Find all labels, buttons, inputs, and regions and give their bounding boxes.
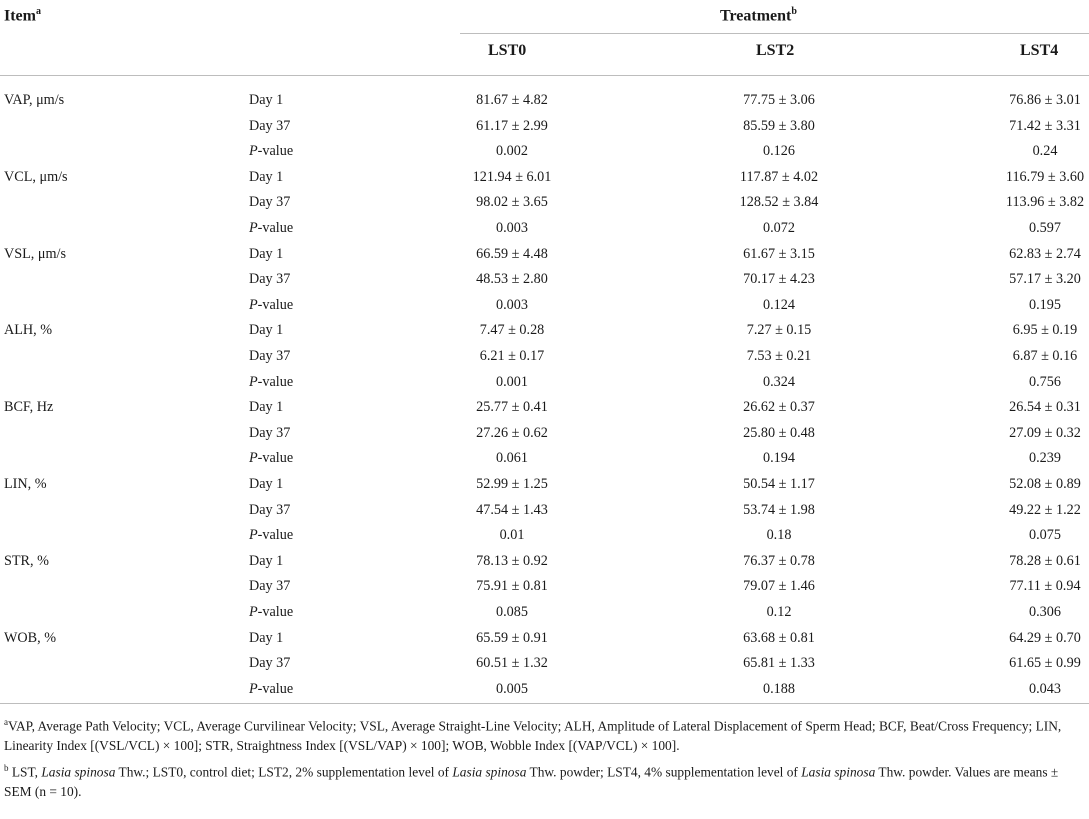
row-item-label: WOB, % bbox=[4, 629, 57, 646]
treatment-header-label: Treatment bbox=[720, 7, 792, 25]
row-timepoint bbox=[249, 677, 293, 703]
cell-value-lst0: 121.94 ± 6.01 bbox=[472, 168, 552, 185]
cell-value-lst0: 0.001 bbox=[496, 373, 528, 390]
table-row bbox=[0, 114, 1089, 140]
cell-value-lst0: 0.085 bbox=[496, 604, 528, 620]
cell-value-lst0: 0.003 bbox=[496, 220, 528, 236]
row-item-label: BCF, Hz bbox=[4, 399, 54, 416]
cell-value-lst0: 61.17 ± 2.99 bbox=[476, 117, 548, 134]
table-row bbox=[0, 344, 1089, 370]
table-row bbox=[0, 88, 1089, 114]
table-row bbox=[0, 318, 1089, 344]
cell-value-lst2: 25.80 ± 0.48 bbox=[743, 424, 815, 441]
cell-value-lst2: 26.62 ± 0.37 bbox=[743, 399, 815, 416]
cell-value-lst0: 0.005 bbox=[496, 680, 528, 697]
row-timepoint: Day 37 bbox=[249, 117, 291, 134]
cell-value-lst2: 0.324 bbox=[763, 373, 795, 390]
p-italic: P bbox=[249, 604, 258, 620]
row-item-label: VSL, μm/s bbox=[4, 245, 67, 262]
item-header-label: Item bbox=[4, 7, 36, 25]
cell-value-lst0: 66.59 ± 4.48 bbox=[476, 245, 548, 262]
footnote-b-italic: Lasia spinosa bbox=[452, 764, 527, 780]
p-value-suffix: -value bbox=[257, 296, 294, 313]
p-value-suffix: -value bbox=[257, 450, 294, 467]
row-item-label: VAP, μm/s bbox=[4, 92, 65, 108]
cell-value-lst4: 57.17 ± 3.20 bbox=[1009, 271, 1081, 288]
cell-value-lst2: 50.54 ± 1.17 bbox=[743, 476, 815, 492]
item-header-sup: a bbox=[35, 6, 41, 17]
cell-value-lst4: 0.597 bbox=[1029, 220, 1061, 236]
cell-value-lst2: 61.67 ± 3.15 bbox=[743, 245, 815, 262]
p-italic: P bbox=[249, 450, 258, 467]
p-italic: P bbox=[249, 527, 258, 544]
cell-value-lst4: 113.96 ± 3.82 bbox=[1005, 194, 1085, 211]
cell-value-lst2: 53.74 ± 1.98 bbox=[743, 501, 815, 518]
cell-value-lst4: 0.195 bbox=[1029, 296, 1061, 313]
table-row bbox=[0, 600, 1089, 626]
cell-value-lst4: 6.87 ± 0.16 bbox=[1012, 348, 1078, 364]
cell-value-lst2: 0.194 bbox=[763, 450, 795, 467]
p-italic: P bbox=[249, 680, 258, 697]
cell-value-lst4: 64.29 ± 0.70 bbox=[1009, 629, 1081, 646]
footnote-a bbox=[4, 712, 1086, 756]
row-timepoint bbox=[249, 293, 293, 319]
cell-value-lst4: 0.306 bbox=[1029, 604, 1061, 620]
row-item-label: ALH, % bbox=[4, 322, 53, 339]
cell-value-lst4: 52.08 ± 0.89 bbox=[1009, 476, 1081, 492]
table-row bbox=[0, 549, 1089, 575]
bottom-rule bbox=[0, 703, 1089, 704]
cell-value-lst4: 26.54 ± 0.31 bbox=[1009, 399, 1081, 416]
row-timepoint: Day 37 bbox=[249, 348, 291, 364]
cell-value-lst2: 65.81 ± 1.33 bbox=[743, 655, 815, 672]
footnote-a-mark: a bbox=[4, 717, 8, 727]
row-timepoint: Day 1 bbox=[249, 399, 284, 416]
table-row bbox=[0, 498, 1089, 524]
cell-value-lst2: 77.75 ± 3.06 bbox=[743, 92, 815, 108]
cell-value-lst0: 0.01 bbox=[499, 527, 525, 544]
row-timepoint: Day 37 bbox=[249, 271, 291, 288]
col-header-lst0: LST0 bbox=[488, 42, 527, 59]
table-row bbox=[0, 139, 1089, 165]
row-timepoint: Day 1 bbox=[249, 168, 284, 185]
row-timepoint: Day 1 bbox=[249, 245, 284, 262]
cell-value-lst0: 0.061 bbox=[496, 450, 528, 467]
footnote-b-text: Thw.; LST0, control diet; LST2, 2% supplementation level of bbox=[115, 764, 453, 780]
row-timepoint: Day 1 bbox=[249, 552, 284, 569]
p-italic: P bbox=[249, 373, 258, 390]
cell-value-lst0: 65.59 ± 0.91 bbox=[476, 629, 548, 646]
cell-value-lst0: 27.26 ± 0.62 bbox=[476, 424, 548, 441]
cell-value-lst2: 0.18 bbox=[766, 527, 792, 544]
cell-value-lst2: 79.07 ± 1.46 bbox=[743, 578, 815, 595]
cell-value-lst0: 75.91 ± 0.81 bbox=[476, 578, 548, 595]
row-timepoint: Day 37 bbox=[249, 194, 291, 211]
table-row bbox=[0, 421, 1089, 447]
cell-value-lst4: 71.42 ± 3.31 bbox=[1009, 117, 1081, 134]
table-row bbox=[0, 242, 1089, 268]
p-value-suffix: -value bbox=[257, 527, 294, 544]
cell-value-lst2: 0.124 bbox=[763, 296, 795, 313]
p-italic: P bbox=[249, 143, 258, 160]
row-timepoint: Day 37 bbox=[249, 501, 291, 518]
cell-value-lst4: 49.22 ± 1.22 bbox=[1009, 501, 1081, 518]
cell-value-lst4: 78.28 ± 0.61 bbox=[1009, 552, 1081, 569]
footnote-a-text: VAP, Average Path Velocity; VCL, Average Curvilinear Velocity; VSL, Average Straight-Line Velocity; ALH, Amplitude of Lateral Displacement of Sperm Head; BCF, Beat/Cross Frequency; LIN, Linearity Index [(VSL/VCL) × 100]; STR, Straightness Index [(VSL/VAP) × 100]; WOB, Wobble Index [(VAP/VCL) × 100]. bbox=[4, 718, 1062, 754]
treatment-header bbox=[720, 6, 797, 25]
cell-value-lst4: 77.11 ± 0.94 bbox=[1009, 578, 1081, 595]
cell-value-lst0: 25.77 ± 0.41 bbox=[476, 399, 548, 416]
cell-value-lst2: 0.072 bbox=[763, 220, 795, 236]
row-timepoint: Day 1 bbox=[249, 629, 284, 646]
cell-value-lst2: 76.37 ± 0.78 bbox=[743, 552, 815, 569]
table-row bbox=[0, 523, 1089, 549]
row-timepoint bbox=[249, 523, 293, 549]
cell-value-lst0: 60.51 ± 1.32 bbox=[476, 655, 548, 672]
cell-value-lst0: 48.53 ± 2.80 bbox=[476, 271, 548, 288]
cell-value-lst4: 0.756 bbox=[1029, 373, 1061, 390]
row-timepoint bbox=[249, 216, 293, 242]
p-italic: P bbox=[249, 296, 258, 313]
table-row bbox=[0, 165, 1089, 191]
cell-value-lst0: 47.54 ± 1.43 bbox=[476, 501, 548, 518]
cell-value-lst0: 0.003 bbox=[496, 296, 528, 313]
cell-value-lst2: 0.188 bbox=[763, 680, 795, 697]
cell-value-lst4: 6.95 ± 0.19 bbox=[1012, 322, 1078, 339]
cell-value-lst4: 27.09 ± 0.32 bbox=[1009, 424, 1081, 441]
p-value-suffix: -value bbox=[257, 220, 294, 236]
row-item-label: LIN, % bbox=[4, 476, 47, 492]
table-row bbox=[0, 293, 1089, 319]
cell-value-lst2: 70.17 ± 4.23 bbox=[743, 271, 815, 288]
cell-value-lst2: 63.68 ± 0.81 bbox=[743, 629, 815, 646]
treatment-rule bbox=[460, 33, 1089, 34]
cell-value-lst0: 81.67 ± 4.82 bbox=[476, 92, 548, 108]
cell-value-lst4: 0.075 bbox=[1029, 527, 1061, 544]
footnote-b-text: Thw. powder. Values are means ± SEM (n = 10). bbox=[4, 764, 1059, 800]
p-italic: P bbox=[249, 220, 258, 236]
cell-value-lst2: 128.52 ± 3.84 bbox=[739, 194, 819, 211]
table-row bbox=[0, 472, 1089, 498]
row-timepoint: Day 1 bbox=[249, 476, 284, 492]
table-row bbox=[0, 677, 1089, 703]
cell-value-lst0: 7.47 ± 0.28 bbox=[479, 322, 545, 339]
table-row bbox=[0, 651, 1089, 677]
table-row bbox=[0, 574, 1089, 600]
p-value-suffix: -value bbox=[257, 680, 294, 697]
cell-value-lst2: 7.27 ± 0.15 bbox=[746, 322, 812, 339]
cell-value-lst2: 0.12 bbox=[766, 604, 792, 620]
row-timepoint: Day 37 bbox=[249, 424, 291, 441]
row-timepoint: Day 1 bbox=[249, 322, 284, 339]
p-value-suffix: -value bbox=[257, 373, 294, 390]
cell-value-lst4: 0.239 bbox=[1029, 450, 1061, 467]
p-value-suffix: -value bbox=[257, 604, 294, 620]
row-timepoint bbox=[249, 600, 293, 626]
table-row bbox=[0, 267, 1089, 293]
cell-value-lst2: 7.53 ± 0.21 bbox=[746, 348, 812, 364]
cell-value-lst4: 0.24 bbox=[1032, 143, 1058, 160]
header-rule bbox=[0, 75, 1089, 76]
cell-value-lst2: 0.126 bbox=[763, 143, 795, 160]
row-item-label: STR, % bbox=[4, 552, 49, 569]
row-timepoint: Day 37 bbox=[249, 578, 291, 595]
table-row bbox=[0, 395, 1089, 421]
footnote-b-italic: Lasia spinosa bbox=[801, 764, 876, 780]
p-value-suffix: -value bbox=[257, 143, 294, 160]
cell-value-lst4: 116.79 ± 3.60 bbox=[1005, 168, 1085, 185]
footnote-b-text: LST, bbox=[8, 764, 42, 780]
footnote-b-italic: Lasia spinosa bbox=[41, 764, 116, 780]
cell-value-lst4: 62.83 ± 2.74 bbox=[1009, 245, 1081, 262]
footnote-b-mark: b bbox=[4, 763, 9, 773]
cell-value-lst4: 0.043 bbox=[1029, 680, 1061, 697]
cell-value-lst0: 78.13 ± 0.92 bbox=[476, 552, 548, 569]
cell-value-lst0: 6.21 ± 0.17 bbox=[479, 348, 545, 364]
cell-value-lst2: 117.87 ± 4.02 bbox=[739, 168, 819, 185]
col-header-lst4: LST4 bbox=[1020, 42, 1059, 59]
row-timepoint: Day 1 bbox=[249, 92, 284, 108]
col-header-lst2: LST2 bbox=[756, 42, 795, 59]
table-row bbox=[0, 626, 1089, 652]
row-timepoint bbox=[249, 139, 293, 165]
cell-value-lst4: 61.65 ± 0.99 bbox=[1009, 655, 1081, 672]
cell-value-lst0: 98.02 ± 3.65 bbox=[476, 194, 548, 211]
cell-value-lst4: 76.86 ± 3.01 bbox=[1009, 92, 1081, 108]
cell-value-lst2: 85.59 ± 3.80 bbox=[743, 117, 815, 134]
footnote-b bbox=[4, 758, 1086, 802]
row-item-label: VCL, μm/s bbox=[4, 168, 68, 185]
table-row bbox=[0, 446, 1089, 472]
cell-value-lst0: 52.99 ± 1.25 bbox=[476, 476, 548, 492]
item-header bbox=[4, 6, 41, 25]
footnote-b-text: Thw. powder; LST4, 4% supplementation level of bbox=[526, 764, 802, 780]
table-row bbox=[0, 190, 1089, 216]
table-row bbox=[0, 216, 1089, 242]
row-timepoint bbox=[249, 370, 293, 396]
cell-value-lst0: 0.002 bbox=[496, 143, 528, 160]
table-row bbox=[0, 370, 1089, 396]
treatment-header-sup: b bbox=[791, 6, 797, 17]
row-timepoint: Day 37 bbox=[249, 655, 291, 672]
row-timepoint bbox=[249, 446, 293, 472]
